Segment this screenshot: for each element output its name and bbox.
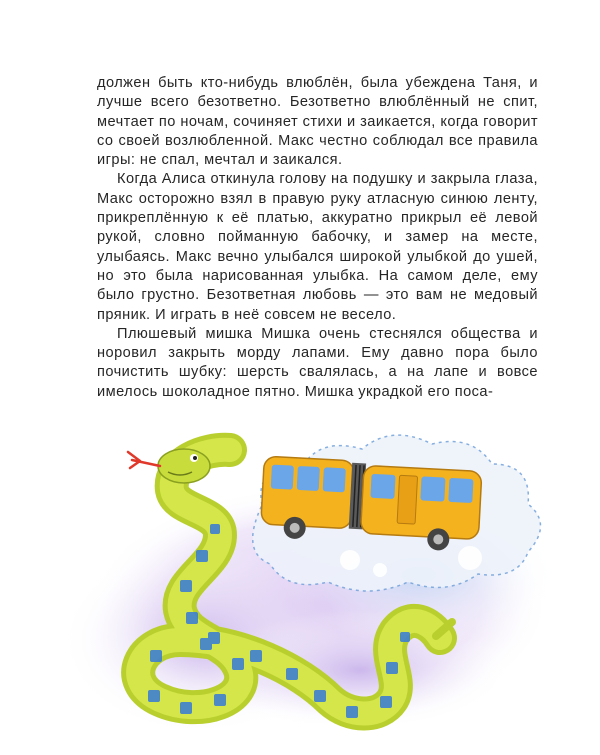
page-text (97, 74, 538, 402)
page-illustration (0, 400, 600, 750)
paragraph-1: должен быть кто-нибудь влюблён, была убеждена Таня, и лучше всего безответно. Безответно влюблённый не спит, мечтает по ночам, сочиняет стихи и заикается, когда говорит со своей возлюбленной. Макс честно соблюдал все правила игры: не спал, мечтал и заикался. (97, 75, 538, 169)
paragraph-2: Когда Алиса откинула голову на подушку и закрыла глаза, Макс осторожно взял в правую руку атласную синюю ленту, прикреплённую к её платью, аккуратно прикрыл её левой рукой, словно пойманную бабочку, и замер на месте, улыбаясь. Макс вечно улыбался широкой улыбкой до ушей, но это была нарисованная улыбка. На самом деле, ему было грустно. Безответная любовь — это вам не медовый пряник. И играть в неё совсем не весело. (97, 171, 538, 323)
paragraph-3: Плюшевый мишка Мишка очень стеснялся общества и норовил закрыть морду лапами. Ему давно пора было почистить шубку: шерсть свалялась, а на лапе и вовсе имелось шоколадное пятно. Мишка украдкой его поса- (97, 325, 538, 400)
